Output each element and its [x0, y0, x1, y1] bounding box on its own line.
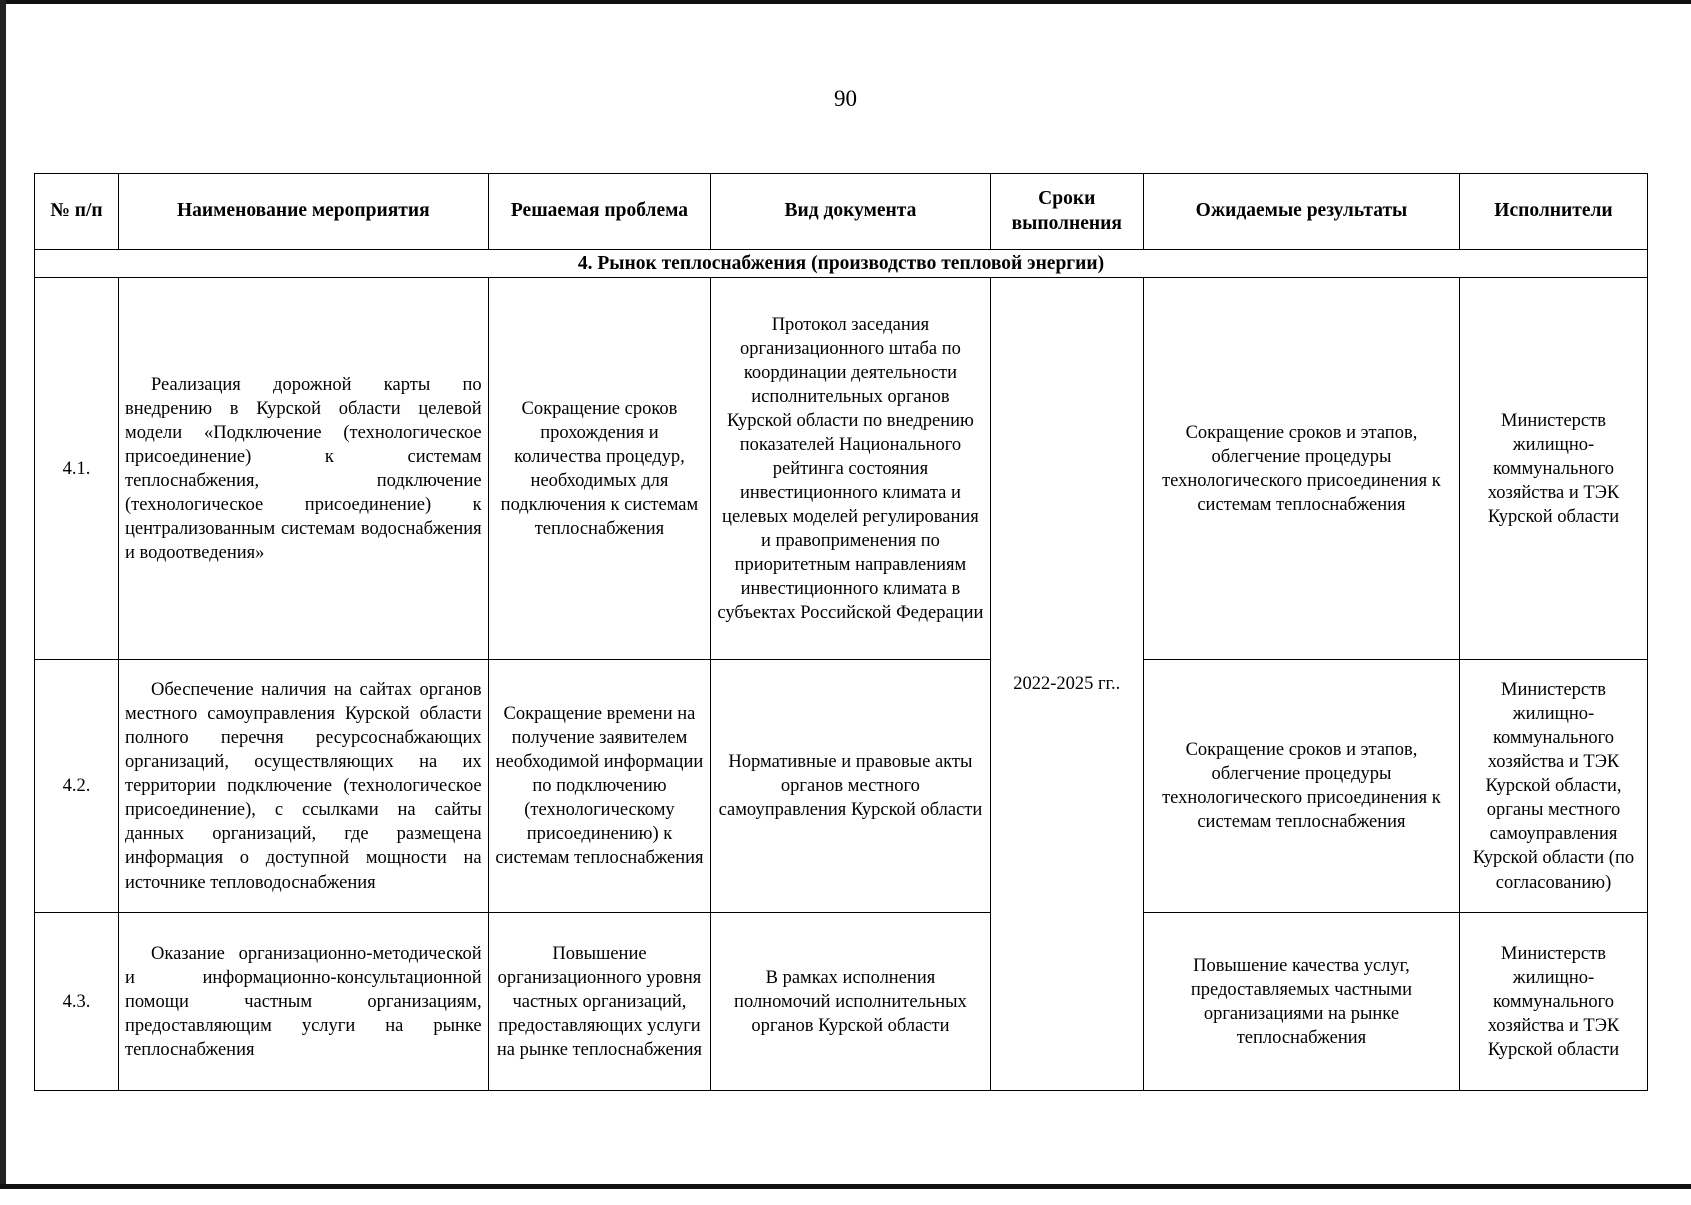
table-header-row — [35, 174, 1648, 250]
row-document: Нормативные и правовые акты органов местного самоуправления Курской области — [711, 660, 990, 913]
scan-edge-top — [0, 0, 1691, 4]
scan-edge-left — [0, 0, 6, 1200]
row-results: Сокращение сроков и этапов, облегчение процедуры технологического присоединения к системам теплоснабжения — [1143, 278, 1459, 660]
row-name-text: Реализация дорожной карты по внедрению в Курской области целевой модели «Подключение (технологическое присоединение) к системам теплоснабжения, подключение (технологическое присоединение) к централизованным системам водоснабжения и водоотведения» — [125, 374, 482, 563]
row-name-text: Обеспечение наличия на сайтах органов местного самоуправления Курской области полного перечня ресурсоснабжающих организаций, осуществляющих на их территории подключение (технологическое присоединение), с ссылками на сайты данных организаций, где размещена информация о доступной мощности на источнике тепловодоснабжения — [125, 680, 482, 893]
section-title: 4. Рынок теплоснабжения (производство тепловой энергии) — [35, 250, 1648, 278]
row-results: Сокращение сроков и этапов, облегчение процедуры технологического присоединения к системам теплоснабжения — [1143, 660, 1459, 913]
row-document: Протокол заседания организационного штаба по координации деятельности исполнительных органов Курской области по внедрению показателей Национального рейтинга состояния инвестиционного климата и целевых моделей регулирования и правоприменения по приоритетным направлениям инвестиционного климата в субъектах Российской Федерации — [711, 278, 990, 660]
row-problem: Повышение организационного уровня частных организаций, предоставляющих услуги на рынке теплоснабжения — [488, 913, 711, 1091]
row-number: 4.3. — [35, 913, 119, 1091]
scan-edge-bottom — [0, 1184, 1691, 1205]
row-name — [119, 660, 489, 913]
row-problem: Сокращение времени на получение заявителем необходимой информации по подключению (технологическому присоединению) к системам теплоснабжения — [488, 660, 711, 913]
header-executors: Исполнители — [1459, 174, 1647, 250]
row-executors: Министерств жилищно-коммунального хозяйства и ТЭК Курской области, органы местного самоуправления Курской области (по согласованию) — [1459, 660, 1647, 913]
page-number: 90 — [834, 86, 857, 111]
header-num: № п/п — [35, 174, 119, 250]
row-name-text: Оказание организационно-методической и информационно-консультационной помощи частным организациям, предоставляющим услуги на рынке теплоснабжения — [125, 943, 482, 1060]
header-deadline: Сроки выполнения — [990, 174, 1143, 250]
row-problem: Сокращение сроков прохождения и количества процедур, необходимых для подключения к системам теплоснабжения — [488, 278, 711, 660]
table-row — [35, 660, 1648, 913]
header-name: Наименование мероприятия — [119, 174, 489, 250]
row-number: 4.2. — [35, 660, 119, 913]
row-number: 4.1. — [35, 278, 119, 660]
row-deadline: 2022-2025 гг.. — [990, 278, 1143, 1091]
header-problem: Решаемая проблема — [488, 174, 711, 250]
header-results: Ожидаемые результаты — [1143, 174, 1459, 250]
table-row — [35, 278, 1648, 660]
row-document: В рамках исполнения полномочий исполнительных органов Курской области — [711, 913, 990, 1091]
row-name — [119, 913, 489, 1091]
table-row — [35, 913, 1648, 1091]
measures-table — [34, 173, 1648, 1091]
row-executors: Министерств жилищно-коммунального хозяйства и ТЭК Курской области — [1459, 913, 1647, 1091]
row-results: Повышение качества услуг, предоставляемых частными организациями на рынке теплоснабжения — [1143, 913, 1459, 1091]
header-document: Вид документа — [711, 174, 990, 250]
section-row — [35, 250, 1648, 278]
row-name — [119, 278, 489, 660]
row-executors: Министерств жилищно-коммунального хозяйства и ТЭК Курской области — [1459, 278, 1647, 660]
